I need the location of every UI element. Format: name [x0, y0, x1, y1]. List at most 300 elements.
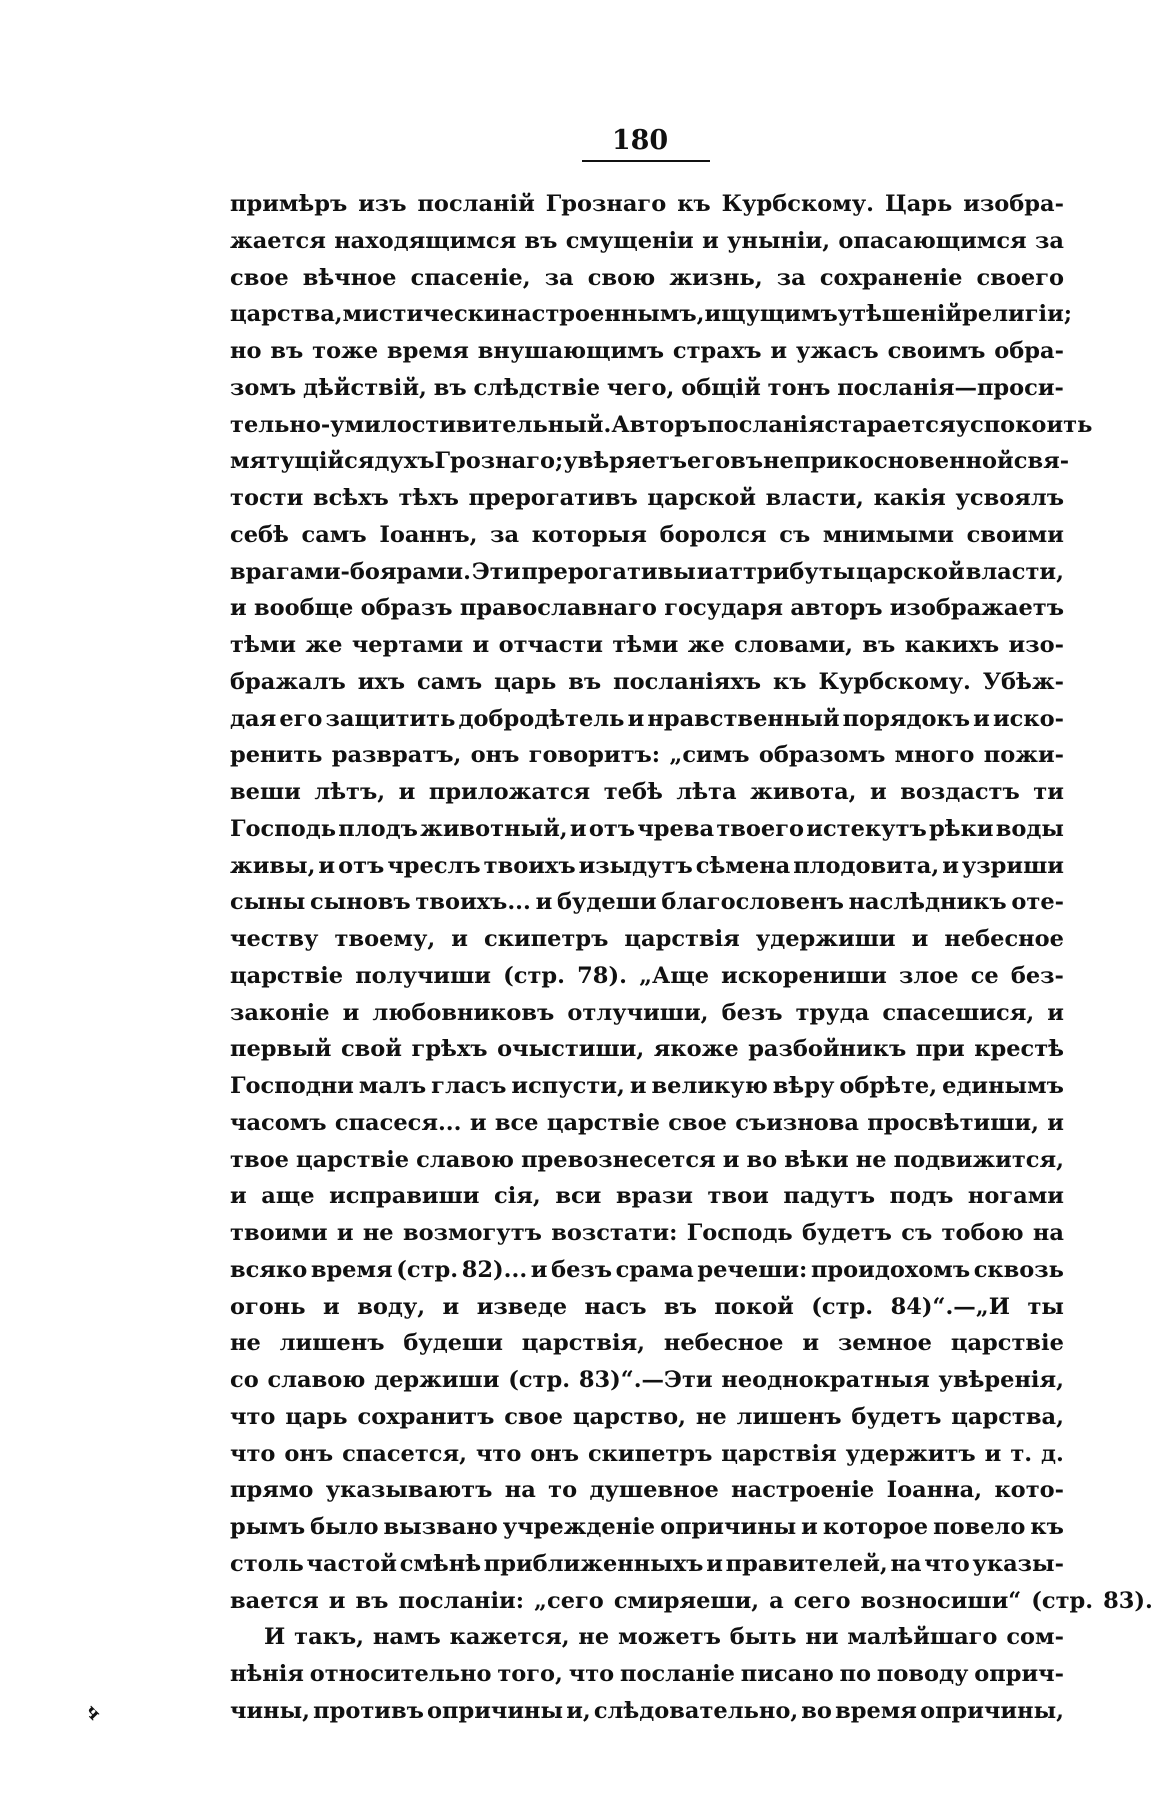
text-word: посланій	[417, 191, 535, 217]
text-line	[230, 370, 1064, 407]
text-word: приближенныхъ	[483, 1550, 704, 1577]
text-word: писано	[740, 1661, 834, 1687]
text-line	[230, 884, 1064, 921]
text-word: веши	[230, 779, 301, 805]
text-word: будетъ	[851, 1403, 942, 1430]
text-word: сохраненіе	[819, 264, 963, 291]
text-word: изыдутъ	[578, 852, 693, 879]
text-word: Господь	[686, 1220, 793, 1246]
text-word: жизнь,	[669, 264, 763, 291]
text-word: и	[469, 1109, 487, 1136]
text-word: пожи-	[983, 742, 1064, 769]
text-word: время	[387, 338, 469, 364]
text-word: удержиши	[755, 926, 896, 952]
text-line	[230, 1215, 1064, 1252]
text-word: можетъ	[618, 1624, 721, 1651]
text-word: 82)...	[461, 1256, 528, 1283]
text-word: животный,	[420, 815, 568, 842]
text-word: без-	[1010, 962, 1064, 989]
text-word: любовниковъ	[372, 999, 555, 1026]
text-word: и	[1047, 999, 1064, 1026]
text-word: воды	[995, 815, 1064, 842]
text-word: намъ	[372, 1624, 441, 1651]
text-word: что	[475, 1440, 522, 1467]
text-word: и	[398, 779, 416, 805]
text-word: царствія	[721, 1440, 837, 1467]
text-word: спасется,	[342, 1440, 467, 1467]
text-word: скипетръ	[587, 1440, 713, 1467]
text-word: учрежденіе	[502, 1514, 656, 1540]
text-word: успокоить	[955, 411, 1093, 438]
text-word: разбойникъ	[748, 1036, 907, 1063]
text-word: словами,	[734, 632, 853, 658]
text-word: приложатся	[428, 779, 591, 805]
text-word: отчасти	[498, 632, 603, 658]
text-word: смѣнѣ	[399, 1550, 482, 1577]
text-word: и	[801, 1514, 818, 1540]
text-word: душевное	[589, 1477, 719, 1504]
text-line	[230, 664, 1064, 701]
text-word: и	[336, 1220, 354, 1246]
text-word: оприч-	[974, 1661, 1064, 1687]
text-word: лѣтъ,	[314, 779, 386, 805]
text-word: и	[984, 1440, 1002, 1467]
text-word: развратъ,	[331, 742, 462, 769]
text-word: внушающимъ	[477, 338, 664, 364]
text-word: лишенъ	[279, 1330, 385, 1357]
text-word: аттрибуты	[714, 558, 856, 585]
text-line	[230, 1105, 1064, 1142]
text-word: д.	[1041, 1440, 1064, 1467]
text-word: Іоаннъ,	[379, 521, 478, 548]
text-word: того,	[497, 1661, 563, 1687]
text-word: спасешися,	[882, 999, 1035, 1026]
text-line	[230, 1656, 1064, 1693]
text-word: мнимыми	[822, 521, 954, 548]
text-word: боролся	[659, 521, 767, 548]
text-line	[230, 1289, 1064, 1326]
text-word: время	[835, 1697, 917, 1724]
text-word: самъ	[301, 521, 367, 548]
text-word: и	[870, 779, 887, 805]
text-word: и	[1047, 1109, 1064, 1136]
text-word: онъ	[530, 1440, 580, 1467]
text-word: т.	[1010, 1440, 1033, 1467]
text-word: примѣръ	[230, 191, 348, 217]
text-word: И	[264, 1624, 286, 1651]
text-word: царство,	[572, 1403, 686, 1430]
text-word: великую	[651, 1073, 768, 1099]
text-word: на	[504, 1477, 536, 1504]
text-word: къ	[1030, 1514, 1064, 1540]
text-word: уныніи,	[727, 227, 831, 254]
text-line	[230, 627, 1064, 664]
text-word: и	[706, 1550, 723, 1577]
text-word: что	[568, 1661, 615, 1687]
text-word: смиряеши,	[613, 1587, 760, 1614]
text-word: ужасъ	[796, 338, 879, 364]
text-word: твоихъ...	[415, 889, 531, 916]
text-word: Убѣж-	[982, 668, 1064, 695]
text-word: тѣми	[612, 632, 679, 658]
text-word: жается	[230, 227, 326, 254]
text-word: отъ	[588, 815, 636, 842]
text-line	[230, 333, 1064, 370]
text-word: чертами	[351, 632, 464, 658]
text-word: „Аще	[639, 962, 710, 989]
text-word: его	[279, 705, 323, 732]
text-line	[230, 1178, 1064, 1215]
text-word: благословенъ	[661, 889, 844, 916]
text-word: опричины	[427, 1697, 564, 1724]
text-word: вѣчное	[302, 264, 397, 291]
text-word: посланіяхъ	[613, 668, 762, 695]
text-line	[230, 1252, 1064, 1289]
text-word: искорениши	[721, 962, 887, 989]
text-word: и	[802, 1330, 820, 1357]
text-word: изобра-	[963, 191, 1064, 217]
text-word: все	[494, 1109, 539, 1136]
text-word: и	[722, 1146, 740, 1173]
text-word: вѣки	[784, 1146, 849, 1173]
text-word: живота,	[750, 779, 857, 805]
text-word: славою	[416, 1146, 514, 1173]
text-word: много	[894, 742, 975, 769]
text-word: вается	[230, 1587, 319, 1614]
text-word: тѣми	[230, 632, 296, 658]
text-word: срама	[615, 1256, 694, 1283]
text-word: быть	[729, 1624, 797, 1651]
text-word: на	[1032, 1220, 1064, 1246]
text-word: узриши	[961, 852, 1064, 879]
text-word: Грознаго	[545, 191, 667, 217]
text-word: бражалъ	[230, 668, 346, 695]
text-word: въ	[663, 1293, 697, 1320]
text-word: чрева	[637, 815, 715, 842]
text-word: царствія	[624, 926, 740, 952]
text-word: себѣ	[230, 521, 289, 548]
text-word: то	[548, 1477, 578, 1504]
text-word: всяко	[230, 1256, 308, 1283]
text-word: и	[318, 852, 336, 879]
text-word: власти,	[765, 485, 864, 511]
text-word: образъ	[360, 595, 453, 622]
text-word: покой	[714, 1293, 794, 1320]
text-word: царствіе	[230, 962, 344, 989]
text-word: рымъ	[230, 1514, 306, 1540]
text-line	[230, 186, 1064, 223]
text-word: кото-	[994, 1477, 1064, 1504]
text-word: посланія—проси-	[837, 374, 1064, 401]
text-word: было	[310, 1514, 379, 1540]
text-word: ни	[805, 1624, 839, 1651]
text-word: своего	[976, 264, 1064, 291]
text-word: добродѣтель	[458, 705, 625, 732]
text-word: ты	[1027, 1293, 1064, 1320]
text-word: (стр.	[811, 1293, 874, 1320]
text-word: неоднократныя	[721, 1367, 930, 1393]
text-word: изображаетъ	[889, 595, 1064, 622]
text-word: старается	[824, 411, 956, 438]
text-word: же	[305, 632, 343, 658]
text-word: царской	[856, 558, 965, 585]
text-word: за	[1034, 227, 1064, 254]
text-word: слѣдствіе	[473, 374, 601, 401]
text-word: огонь	[230, 1293, 306, 1320]
text-word: сія,	[494, 1183, 541, 1210]
text-word: вси	[555, 1183, 602, 1210]
text-word: сего	[793, 1587, 851, 1614]
text-word: подъ	[889, 1183, 954, 1210]
text-word: посланіи:	[398, 1587, 525, 1614]
text-word: православнаго	[459, 595, 657, 622]
text-word: своимъ	[887, 338, 986, 364]
margin-mark: ч	[80, 1700, 105, 1725]
text-line	[230, 517, 1064, 554]
text-word: говоритъ:	[528, 742, 661, 769]
text-word: истекутъ	[806, 815, 927, 842]
text-word: но	[230, 338, 262, 364]
text-word: царствіе	[295, 1146, 410, 1173]
text-word: тонъ	[767, 374, 831, 401]
text-word: и	[323, 1293, 340, 1320]
text-word: опричины,	[920, 1697, 1064, 1724]
text-line	[230, 1142, 1064, 1179]
text-word: 83)“.—Эти	[578, 1367, 713, 1393]
text-word: и	[230, 595, 247, 622]
text-word: тельно-умилостивительный.	[230, 411, 612, 438]
text-word: гласъ	[431, 1073, 507, 1099]
text-word: твоего	[716, 815, 805, 842]
text-word: сѣмена	[695, 852, 791, 879]
text-word: столь	[230, 1550, 304, 1577]
text-word: время	[310, 1256, 393, 1283]
text-word: и	[230, 1183, 247, 1210]
text-word: будеши	[403, 1330, 503, 1357]
text-line	[230, 260, 1064, 297]
text-word: въ	[355, 1587, 389, 1614]
text-line	[230, 1546, 1064, 1583]
text-word: подвижится,	[893, 1146, 1064, 1173]
text-word: не	[230, 1330, 261, 1357]
text-line	[230, 296, 1073, 333]
text-word: наслѣдникъ	[848, 889, 1007, 916]
text-word: свя-	[1013, 448, 1070, 475]
text-word: и	[973, 705, 990, 732]
text-word: со	[230, 1367, 259, 1393]
text-word: (стр.	[1031, 1587, 1094, 1614]
text-line	[230, 1472, 1064, 1509]
text-word: будеши	[557, 889, 657, 916]
text-word: и	[442, 1293, 460, 1320]
text-word: которыя	[531, 521, 647, 548]
text-word: и	[696, 558, 714, 585]
text-word: утѣшеній	[837, 301, 963, 328]
text-word: безъ	[551, 1256, 613, 1283]
text-word: чины,	[230, 1697, 311, 1724]
text-word: твоими	[230, 1220, 328, 1246]
text-word: власти,	[965, 558, 1064, 585]
text-word: тѣхъ	[398, 485, 459, 511]
text-word: насъ	[584, 1293, 647, 1320]
text-word: прерогативъ	[468, 485, 638, 511]
text-line	[230, 701, 1064, 738]
text-word: съ	[779, 521, 811, 548]
text-word: въ	[433, 374, 467, 401]
text-word: отлучиши,	[567, 999, 709, 1026]
text-word: поводу	[876, 1661, 969, 1687]
text-word: вызвано	[383, 1514, 498, 1540]
text-word: лѣта	[676, 779, 737, 805]
text-word: отъ	[338, 852, 385, 879]
text-word: спасеніе,	[410, 264, 531, 291]
text-word: посланія	[707, 411, 825, 438]
text-word: онъ	[284, 1440, 334, 1467]
text-word: небесное	[944, 926, 1064, 952]
text-word: твоему,	[334, 926, 436, 952]
text-word: сквозь	[973, 1256, 1064, 1283]
text-word: твоихъ	[483, 852, 576, 879]
text-word: нѣнія	[230, 1661, 304, 1687]
text-word: какихъ	[904, 632, 1000, 658]
text-line	[230, 1693, 1064, 1730]
text-word: настроеніе	[731, 1477, 875, 1504]
text-word: обра-	[994, 338, 1064, 364]
text-word: ихъ	[357, 668, 406, 695]
text-word: усвоялъ	[955, 485, 1064, 511]
text-line	[230, 1619, 1064, 1656]
text-word: единымъ	[942, 1073, 1064, 1099]
text-word: воду,	[357, 1293, 426, 1320]
text-word: въ	[524, 227, 558, 254]
text-word: изо-	[1008, 632, 1064, 658]
text-word: государя	[664, 595, 784, 622]
text-word: безъ	[721, 999, 783, 1026]
text-word: обрѣте,	[839, 1073, 938, 1099]
text-word: дая	[230, 705, 277, 732]
page-number: 180	[611, 125, 669, 156]
text-word: аще	[261, 1183, 315, 1210]
text-word: общій	[681, 374, 761, 401]
text-word: царствія,	[521, 1330, 646, 1357]
text-word: правителей,	[725, 1550, 888, 1577]
text-word: иско-	[992, 705, 1064, 732]
text-line	[230, 848, 1064, 885]
text-word: царства,	[230, 301, 343, 328]
text-word: Курбскому.	[818, 668, 971, 695]
text-word: зомъ	[230, 374, 297, 401]
text-word: слѣдовательно,	[593, 1697, 799, 1724]
text-word: за	[544, 264, 574, 291]
text-line	[230, 223, 1064, 260]
text-word: (стр.	[503, 962, 565, 989]
text-word: се	[970, 962, 999, 989]
text-word: кажется,	[449, 1624, 570, 1651]
text-word: посланіе	[620, 1661, 735, 1687]
text-word: защитить	[325, 705, 456, 732]
text-word: плодовита,	[793, 852, 940, 879]
text-word: образомъ	[758, 742, 886, 769]
text-word: сом-	[1006, 1624, 1064, 1651]
text-word: тебѣ	[603, 779, 663, 805]
text-word: чего,	[606, 374, 675, 401]
text-line	[230, 480, 1064, 517]
text-word: и	[530, 1256, 548, 1283]
text-word: въ	[568, 668, 602, 695]
text-word: и	[342, 999, 360, 1026]
text-word: 83).	[1103, 1587, 1153, 1614]
text-line	[230, 590, 1064, 627]
text-word: и	[770, 338, 788, 364]
text-word: живы,	[230, 852, 316, 879]
text-word: къ	[677, 191, 711, 217]
text-word: тоже	[312, 338, 379, 364]
text-word: и	[627, 705, 645, 732]
text-word: царствіе	[950, 1330, 1064, 1357]
text-word: падутъ	[783, 1183, 876, 1210]
text-word: съ	[901, 1220, 933, 1246]
text-line	[230, 407, 1093, 444]
text-word: царь	[494, 668, 557, 695]
text-line	[230, 995, 1064, 1032]
text-word: Іоанна,	[886, 1477, 983, 1504]
text-line	[230, 1068, 1064, 1105]
text-line	[230, 811, 1064, 848]
text-word: такъ,	[294, 1624, 364, 1651]
text-word: вообще	[254, 595, 354, 622]
text-word: рѣки	[929, 815, 994, 842]
text-word: самъ	[417, 668, 483, 695]
text-line	[230, 921, 1064, 958]
text-word: просвѣтиши,	[867, 1109, 1039, 1136]
text-word: царства,	[951, 1403, 1064, 1430]
text-line	[230, 1399, 1064, 1436]
text-word: къ	[773, 668, 807, 695]
text-word: „сего	[534, 1587, 604, 1614]
text-word: плодъ	[338, 815, 418, 842]
text-word: якоже	[653, 1036, 739, 1063]
text-word: речеши:	[697, 1256, 808, 1283]
text-word: и	[942, 852, 959, 879]
text-word: мистически	[342, 301, 501, 328]
text-word: своими	[966, 521, 1064, 548]
text-word: не	[695, 1403, 727, 1430]
text-word: проидохомъ	[810, 1256, 971, 1283]
text-word: неприкосновенной	[763, 448, 1014, 475]
text-word: очыстиши,	[497, 1036, 645, 1063]
text-word: въ	[862, 632, 896, 658]
text-word: а	[769, 1587, 784, 1614]
text-word: врагами-боярами.	[230, 558, 471, 585]
text-word: при	[915, 1036, 965, 1063]
text-word: Господь	[230, 815, 336, 842]
text-line	[230, 1362, 1064, 1399]
text-word: съизнова	[735, 1109, 859, 1136]
text-word: тости	[230, 485, 304, 511]
text-word: нравственный	[647, 705, 840, 732]
text-word: спасеся...	[334, 1109, 462, 1136]
text-word: частой	[306, 1550, 397, 1577]
text-word: превознесется	[521, 1146, 716, 1173]
text-word: земное	[837, 1330, 932, 1357]
text-word: скипетръ	[484, 926, 609, 952]
text-word: свое	[668, 1109, 727, 1136]
page-number-rule	[582, 160, 710, 162]
text-word: опасающимся	[838, 227, 1027, 254]
text-word: увѣренія,	[938, 1367, 1064, 1393]
text-word: по	[839, 1661, 872, 1687]
text-word: что	[230, 1403, 276, 1430]
